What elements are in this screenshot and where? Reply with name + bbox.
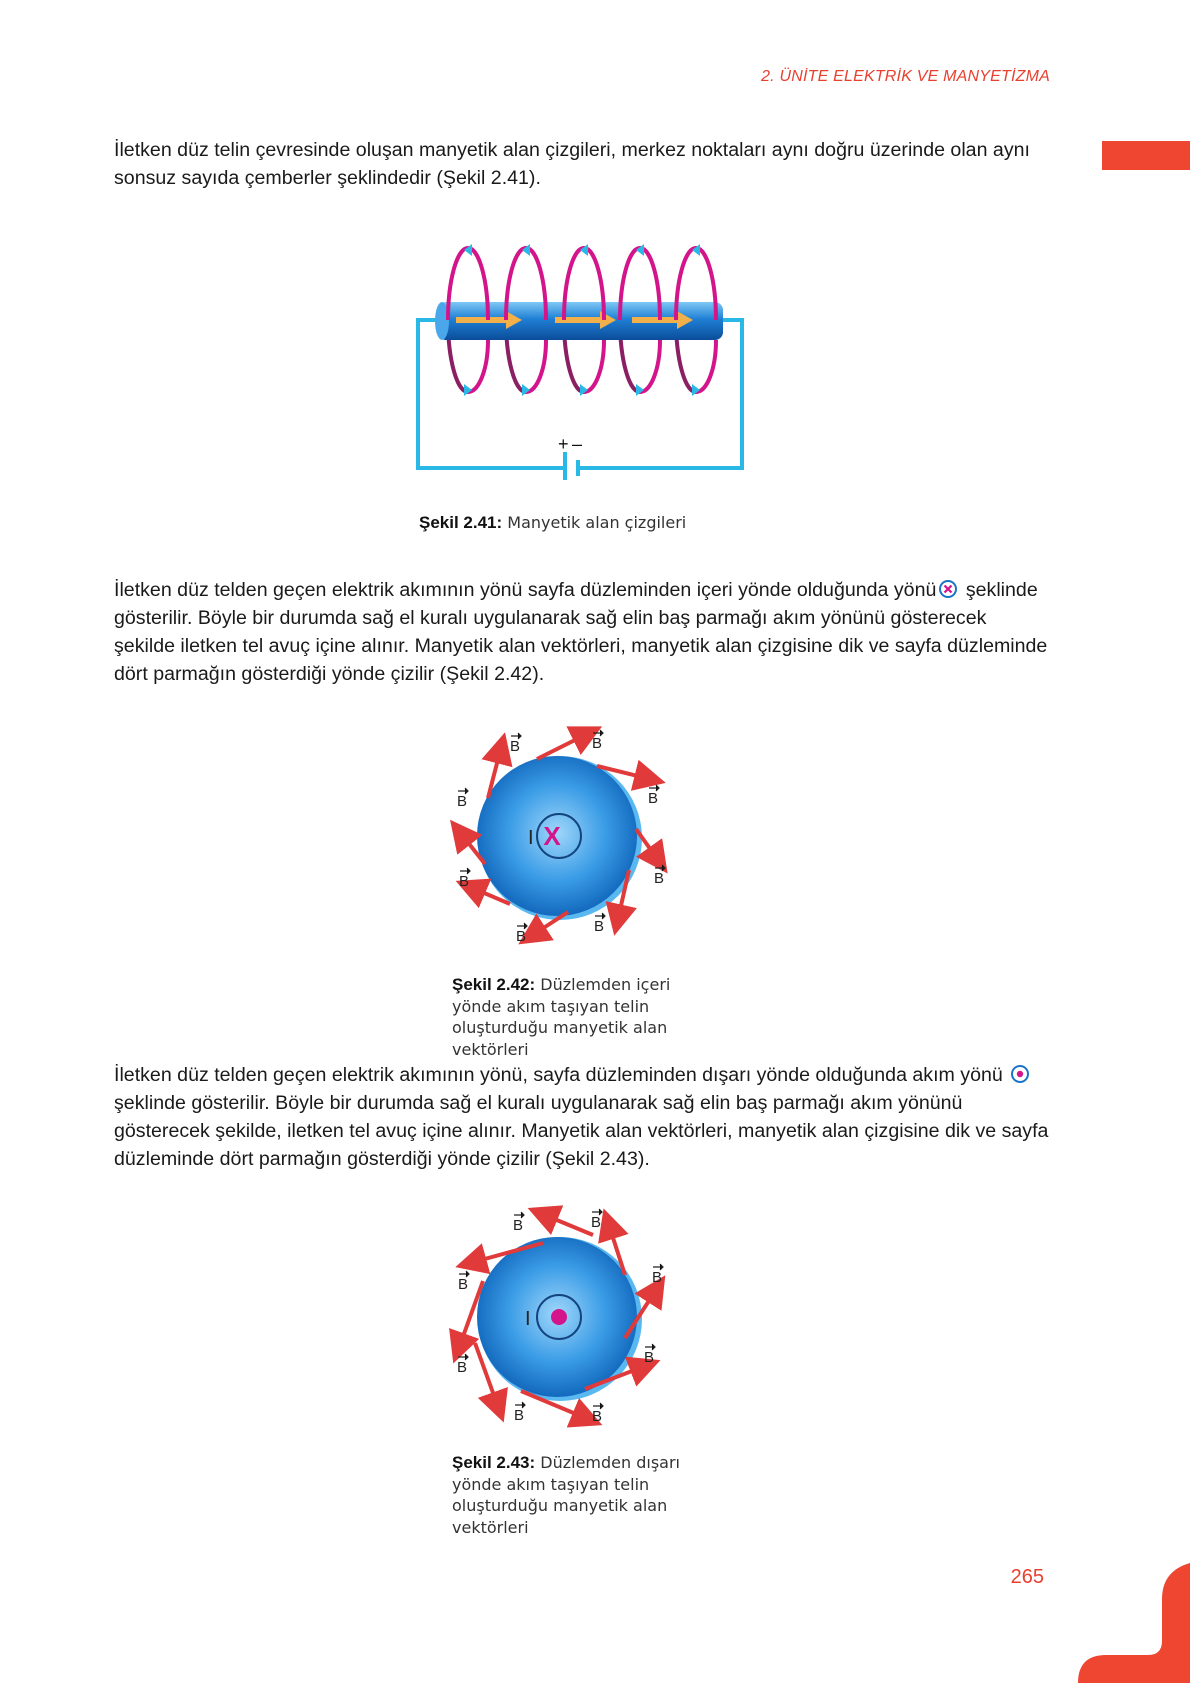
vector-label: B	[644, 1349, 655, 1366]
figure-2-41-caption	[419, 512, 686, 534]
vector-label: B	[458, 1276, 469, 1293]
vector-label: B	[510, 738, 521, 755]
battery-minus-sign: –	[572, 434, 583, 454]
vector-label: B	[459, 873, 470, 890]
paragraph-into-page	[114, 576, 1050, 688]
vector-label: B	[594, 918, 605, 935]
vector-label: B	[514, 1407, 525, 1424]
figure-2-43-caption-text: Düzlemden dışarı yönde akım taşıyan telin oluşturduğu manyetik alan vektörleri	[452, 1453, 680, 1537]
vector-label: B	[457, 1359, 468, 1376]
chapter-side-tab	[1102, 141, 1190, 170]
paragraph-into-page-part1: İletken düz telden geçen elektrik akımının yönü sayfa düzleminden içeri yönde olduğunda yönü	[114, 579, 937, 601]
figure-2-42-label: Şekil 2.42:	[452, 975, 536, 994]
vector-label: B	[592, 735, 603, 752]
vector-label: B	[654, 870, 665, 887]
vector-label: B	[513, 1217, 524, 1234]
current-label-I: I	[528, 827, 534, 849]
paragraph-out-of-page	[114, 1061, 1050, 1173]
vector-label: B	[648, 790, 659, 807]
out-of-page-dot	[551, 1309, 567, 1325]
battery-plus-sign: +	[558, 434, 569, 454]
paragraph-intro: İletken düz telin çevresinde oluşan manyetik alan çizgileri, merkez noktaları aynı doğru üzerinde olan aynı sonsuz sayıda çemberler şeklindedir (Şekil 2.41).	[114, 139, 1030, 189]
figure-2-43-caption	[452, 1452, 722, 1538]
figure-2-43-out-of-page	[445, 1203, 685, 1429]
figure-2-42-caption	[452, 974, 722, 1060]
paragraph-out-of-page-part2: şeklinde gösterilir. Böyle bir durumda sağ el kuralı uygulanarak sağ elin baş parmağı akım yönünü gösterecek şekilde, iletken tel avuç içine alınır. Manyetik alan vektörleri, manyetik alan çizgisine dik ve sayfa düzleminde dört parmağın gösterdiği yönde çizilir (Şekil 2.43).	[114, 1092, 1049, 1170]
figure-2-41-solenoid	[410, 240, 750, 480]
vector-label: B	[591, 1214, 602, 1231]
into-page-symbol: X	[543, 821, 561, 851]
figure-2-41-caption-text: Manyetik alan çizgileri	[507, 513, 687, 532]
vector-label: B	[457, 793, 468, 810]
figure-2-42-caption-text: Düzlemden içeri yönde akım taşıyan telin oluşturduğu manyetik alan vektörleri	[452, 975, 671, 1059]
vector-label: B	[592, 1408, 603, 1425]
vector-label: B	[652, 1269, 663, 1286]
paragraph-into-page-part2: şeklinde gösterilir. Böyle bir durumda sağ el kuralı uygulanarak sağ elin baş parmağı akım yönünü gösterecek şekilde iletken tel avuç içine alınır. Manyetik alan vektörleri, manyetik alan çizgisine dik ve sayfa düzleminde dört parmağın gösterdiği yönde çizilir (Şekil 2.42).	[114, 579, 1048, 685]
page-corner-decoration	[1070, 1563, 1190, 1683]
into-page-symbol-icon	[938, 579, 958, 599]
figure-2-43-label: Şekil 2.43:	[452, 1453, 536, 1472]
current-label-I: I	[525, 1308, 531, 1330]
unit-header: 2. ÜNİTE ELEKTRİK VE MANYETİZMA	[761, 68, 1050, 85]
out-of-page-symbol-icon	[1010, 1064, 1030, 1084]
figure-2-41-label: Şekil 2.41:	[419, 513, 503, 532]
paragraph-out-of-page-part1: İletken düz telden geçen elektrik akımının yönü, sayfa düzleminden dışarı yönde olduğunda akım yönü	[114, 1064, 1003, 1086]
vector-label: B	[516, 928, 527, 945]
figure-2-42-into-page	[445, 722, 685, 948]
page-number: 265	[1010, 1566, 1044, 1588]
